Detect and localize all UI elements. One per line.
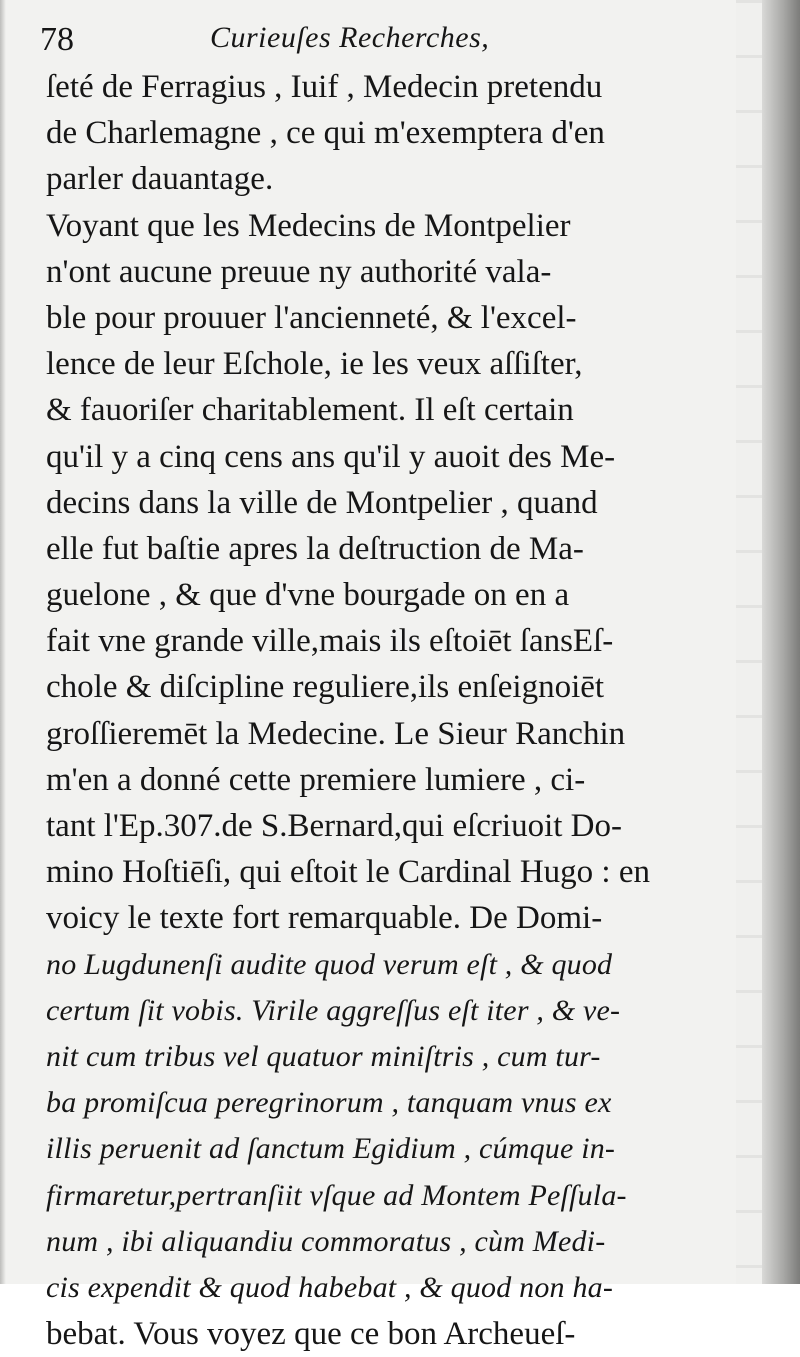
text-line: parler dauantage. [46, 161, 274, 198]
text-line: groſſieremēt la Medecine. Le Sieur Ranchin [46, 715, 626, 752]
text-line: num , ibi aliquandiu commoratus , cùm Medi- [46, 1224, 606, 1258]
text-line: lence de leur Eſchole, ie les veux aſſiſter, [46, 346, 583, 383]
binding-shadow [762, 0, 800, 1284]
body-text [46, 64, 746, 1357]
text-line: ble pour prouuer l'ancienneté, & l'excel- [46, 299, 577, 336]
text-line: decins dans la ville de Montpelier , quand [46, 484, 598, 521]
text-line: cis expendit & quod habebat , & quod non ha- [46, 1270, 614, 1304]
text-line: de Charlemagne , ce qui m'exemptera d'en [46, 115, 605, 152]
text-line: qu'il y a cinq cens ans qu'il y auoit des Me- [46, 438, 616, 475]
text-line: tant l'Ep.307.de S.Bernard,qui eſcriuoit Do- [46, 808, 622, 844]
text-line: bebat. Vous voyez que ce bon Archeueſ- [46, 1316, 576, 1353]
text-line: illis peruenit ad ſanctum Egidium , cúmque in- [46, 1132, 616, 1166]
text-line: Voyant que les Medecins de Montpelier [46, 207, 571, 244]
text-line: m'en a donné cette premiere lumiere , ci- [46, 761, 586, 798]
text-line: mino Hoſtiēſi, qui eſtoit le Cardinal Hugo : en [46, 854, 650, 891]
text-line: no Lugdunenſi audite quod verum eſt , & quod [46, 947, 613, 981]
text-line: certum ſit vobis. Virile aggreſſus eſt iter , & ve- [46, 993, 621, 1027]
text-line: fait vne grande ville,mais ils eſtoiēt ſansEſ- [46, 623, 614, 660]
text-line: voicy le texte fort remarquable. De Domi- [46, 900, 603, 937]
text-line: firmaretur,pertranſiit vſque ad Montem Peſſula- [46, 1178, 627, 1212]
page-left-edge [0, 0, 6, 1284]
text-line: guelone , & que d'vne bourgade on en a [46, 577, 570, 614]
text-line: elle fut baſtie apres la deſtruction de Ma- [46, 530, 584, 567]
text-line: chole & diſcipline reguliere,ils enſeignoiēt [46, 669, 605, 706]
text-line: nit cum tribus vel quatuor miniſtris , cum tur- [46, 1039, 601, 1073]
running-head: Curieuſes Recherches, [210, 21, 490, 54]
page-number: 78 [40, 21, 74, 58]
text-line: & fauoriſer charitablement. Il eſt certain [46, 392, 574, 429]
text-line: ſeté de Ferragius , Iuif , Medecin pretendu [46, 69, 603, 105]
text-line: ba promiſcua peregrinorum , tanquam vnus ex [46, 1086, 612, 1120]
text-line: n'ont aucune preuue ny authorité vala- [46, 253, 552, 290]
